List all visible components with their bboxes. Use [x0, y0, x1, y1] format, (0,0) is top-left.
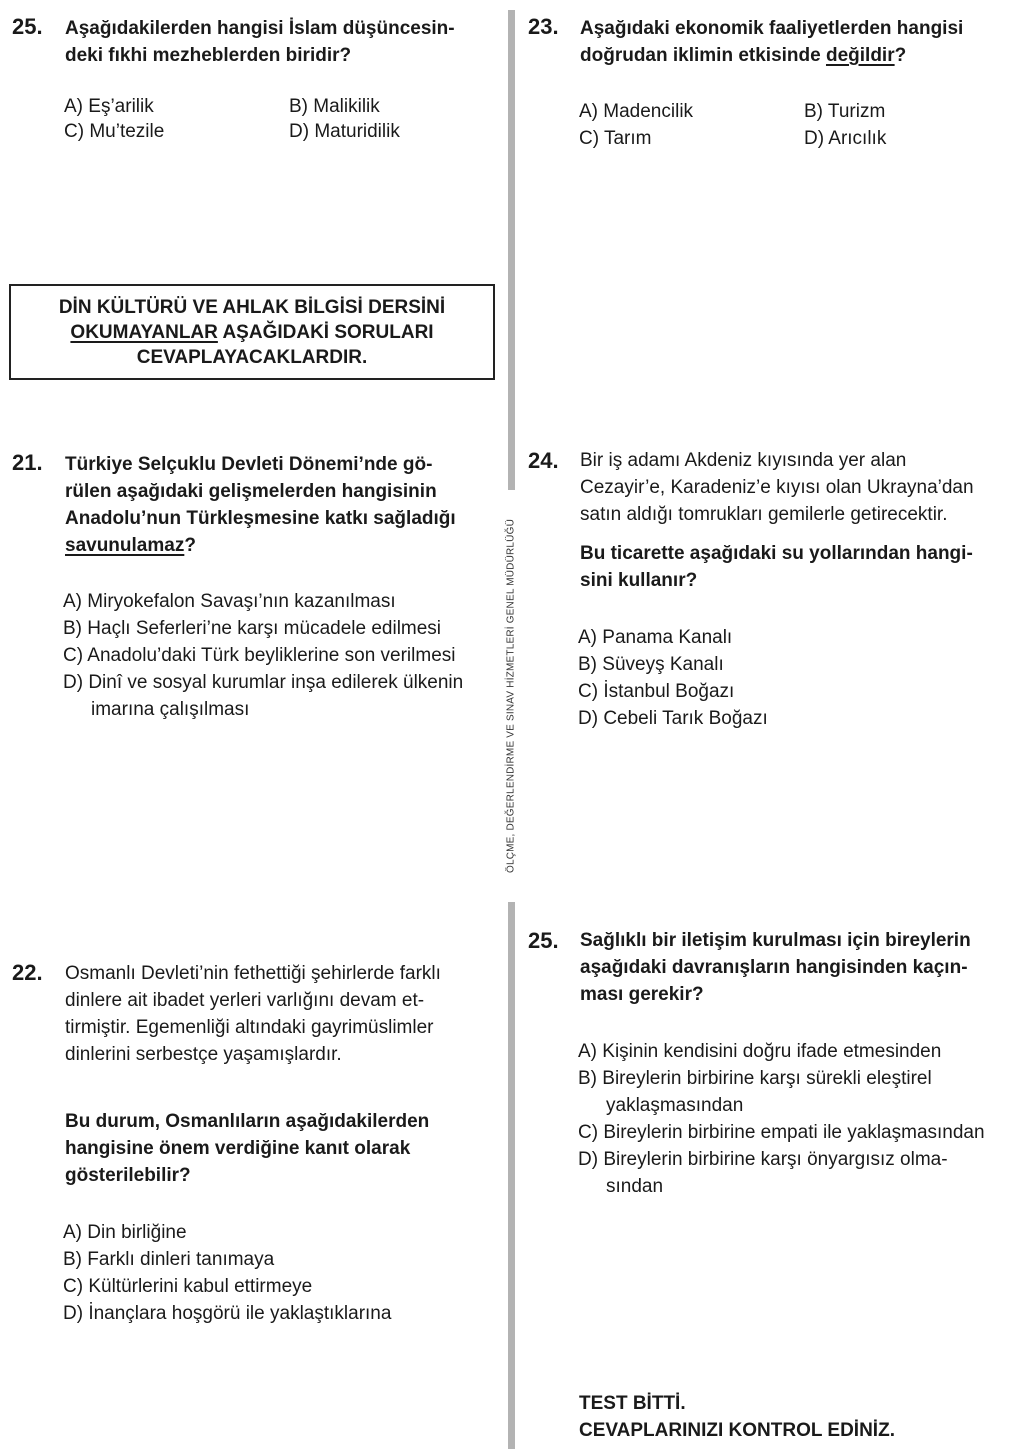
- q23-number: 23.: [528, 14, 559, 39]
- q22-question: [65, 1108, 429, 1189]
- q24-question-line: sini kullanır?: [580, 570, 698, 591]
- q23-stem: [580, 15, 963, 69]
- q23-option-c[interactable]: C) Tarım: [579, 128, 652, 149]
- q22-passage-line: dinlerini serbestçe yaşamışlardır.: [65, 1044, 342, 1065]
- q24-number: 24.: [528, 448, 559, 473]
- q22-option-c[interactable]: C) Kültürlerini kabul ettirmeye: [63, 1276, 313, 1297]
- vertical-note-text: ÖLÇME, DEĞERLENDİRME VE SINAV HİZMETLERİ GENEL MÜDÜRLÜĞÜ: [505, 518, 517, 874]
- q25b-stem-line: ması gerekir?: [580, 984, 704, 1005]
- notice-box: [9, 284, 495, 380]
- q25b-number: 25.: [528, 928, 559, 953]
- q21-stem-line: [65, 532, 456, 559]
- q22-option-b[interactable]: B) Farklı dinleri tanımaya: [63, 1249, 275, 1270]
- q25b-option-d[interactable]: D) Bireylerin birbirine karşı önyargısız olma-: [578, 1149, 948, 1170]
- q24-option-c[interactable]: C) İstanbul Boğazı: [578, 681, 735, 702]
- q22-passage: [65, 960, 441, 1068]
- q24-passage-line: satın aldığı tomrukları gemilerle getirecektir.: [580, 504, 948, 525]
- q23-stem-line: [580, 42, 963, 69]
- q22-passage-line: Osmanlı Devleti’nin fethettiği şehirlerde farklı: [65, 963, 441, 984]
- q24-question-line: Bu ticarette aşağıdaki su yollarından hangi-: [580, 543, 973, 564]
- q25a-option-b[interactable]: B) Malikilik: [289, 96, 380, 117]
- q25a-stem-line: Aşağıdakilerden hangisi İslam düşüncesin-: [65, 18, 455, 39]
- q24-passage: [580, 447, 974, 528]
- q22-number: 22.: [12, 960, 43, 985]
- q25b-stem-line: Sağlıklı bir iletişim kurulması için bireylerin: [580, 930, 971, 951]
- q24-passage-line: Cezayir’e, Karadeniz’e kıyısı olan Ukrayna’dan: [580, 477, 974, 498]
- q22-option-a[interactable]: A) Din birliğine: [63, 1222, 187, 1243]
- q24-question: [580, 540, 973, 594]
- q22-passage-line: tirmiştir. Egemenliği altındaki gayrimüslimler: [65, 1017, 434, 1038]
- q24-option-d[interactable]: D) Cebeli Tarık Boğazı: [578, 708, 768, 729]
- q25b-option-a[interactable]: A) Kişinin kendisini doğru ifade etmesinden: [578, 1041, 942, 1062]
- q21-options: [63, 588, 463, 723]
- q25b-stem-line: aşağıdaki davranışların hangisinden kaçın-: [580, 957, 968, 978]
- q21-option-d-continued: imarına çalışılması: [91, 699, 250, 720]
- q21-stem-line: Anadolu’nun Türkleşmesine katkı sağladığı: [65, 508, 456, 529]
- q22-passage-line: dinlere ait ibadet yerleri varlığını devam et-: [65, 990, 425, 1011]
- q21-option-c[interactable]: C) Anadolu’daki Türk beyliklerine son verilmesi: [63, 645, 456, 666]
- q22-option-d[interactable]: D) İnançlara hoşgörü ile yaklaştıklarına: [63, 1303, 392, 1324]
- test-end-note: [579, 1390, 895, 1444]
- q25a-number: 25.: [12, 14, 43, 39]
- q25a-option-c[interactable]: C) Mu’tezile: [64, 121, 165, 142]
- q23-stem-start: doğrudan iklimin etkisinde: [580, 45, 826, 66]
- q21-number: 21.: [12, 450, 43, 475]
- q23-option-a[interactable]: A) Madencilik: [579, 101, 694, 122]
- q24-option-b[interactable]: B) Süveyş Kanalı: [578, 654, 724, 675]
- notice-underlined: OKUMAYANLAR: [70, 321, 218, 343]
- q21-stem-line: rülen aşağıdaki gelişmelerden hangisinin: [65, 481, 437, 502]
- notice-line: CEVAPLAYACAKLARDIR.: [136, 346, 368, 368]
- q23-option-b[interactable]: B) Turizm: [804, 101, 886, 122]
- q21-option-d[interactable]: D) Dinî ve sosyal kurumlar inşa edilerek ülkenin: [63, 672, 464, 693]
- q23-option-d[interactable]: D) Arıcılık: [804, 128, 887, 149]
- q23-stem-line: Aşağıdaki ekonomik faaliyetlerden hangisi: [580, 18, 964, 39]
- q21-stem-line: Türkiye Selçuklu Devleti Dönemi’nde gö-: [65, 454, 433, 475]
- q25b-option-b-continued: yaklaşmasından: [606, 1095, 744, 1116]
- q25b-option-d-continued: sından: [606, 1176, 664, 1197]
- q25b-option-c[interactable]: C) Bireylerin birbirine empati ile yaklaşmasından: [578, 1122, 985, 1143]
- notice-line: DİN KÜLTÜRÜ VE AHLAK BİLGİSİ DERSİNİ: [58, 296, 446, 318]
- test-end-line: CEVAPLARINIZI KONTROL EDİNİZ.: [579, 1420, 895, 1441]
- q25a-option-d[interactable]: D) Maturidilik: [289, 121, 400, 142]
- q22-options: [63, 1219, 391, 1327]
- q24-option-a[interactable]: A) Panama Kanalı: [578, 627, 733, 648]
- q24-options: [578, 624, 768, 732]
- q21-option-b[interactable]: B) Haçlı Seferleri’ne karşı mücadele edilmesi: [63, 618, 442, 639]
- q21-stem-underlined: savunulamaz: [65, 535, 185, 556]
- q25a-stem: [65, 15, 455, 69]
- q21-stem: [65, 451, 456, 559]
- notice-line: [70, 320, 433, 345]
- q22-question-line: Bu durum, Osmanlıların aşağıdakilerden: [65, 1111, 430, 1132]
- q21-option-a[interactable]: A) Miryokefalon Savaşı’nın kazanılması: [63, 591, 396, 612]
- q22-question-line: hangisine önem verdiğine kanıt olarak: [65, 1138, 411, 1159]
- q23-stem-end: ?: [894, 45, 907, 66]
- notice-line-rest: AŞAĞIDAKİ SORULARI: [217, 321, 434, 343]
- test-end-line: TEST BİTTİ.: [579, 1393, 686, 1414]
- q25b-stem: [580, 927, 971, 1008]
- q25a-stem-line: deki fıkhi mezheblerden biridir?: [65, 45, 352, 66]
- q25a-option-a[interactable]: A) Eş’arilik: [64, 96, 154, 117]
- q25b-option-b[interactable]: B) Bireylerin birbirine karşı sürekli eleştirel: [578, 1068, 932, 1089]
- q21-stem-end: ?: [184, 535, 196, 556]
- q25b-options: [578, 1038, 985, 1200]
- q24-passage-line: Bir iş adamı Akdeniz kıyısında yer alan: [580, 450, 907, 471]
- q22-question-line: gösterilebilir?: [65, 1165, 191, 1186]
- q23-stem-underlined: değildir: [825, 45, 895, 66]
